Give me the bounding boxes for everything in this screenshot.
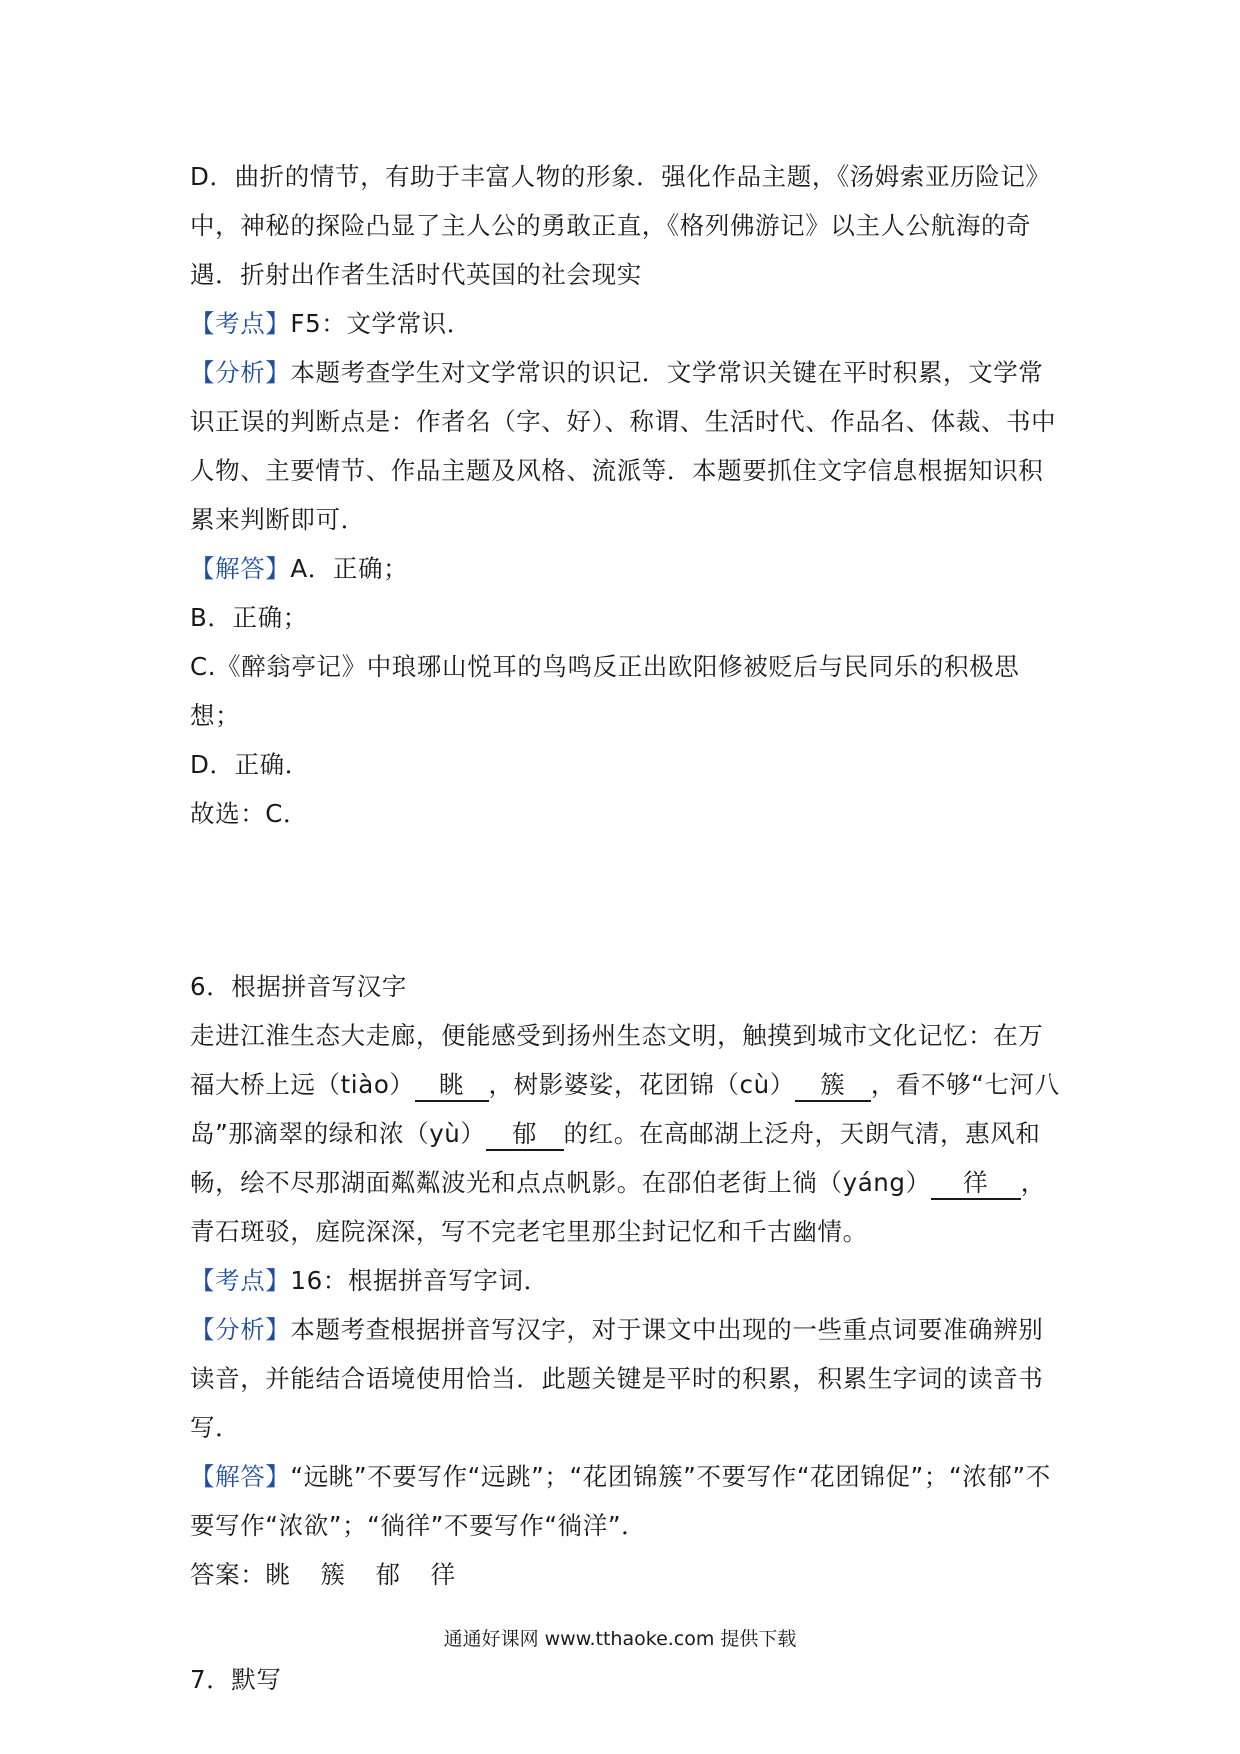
jieda-b: B．正确； (190, 603, 308, 632)
passage-segment: ，青石斑驳，庭院深深，写不完老宅里那尘封记忆和千古幽情。 (190, 1168, 1046, 1246)
fenxi-text: 本题考查学生对文学常识的识记．文学常识关键在平时积累，文学常识正误的判断点是：作者名（字、好）、称谓、生活时代、作品名、体裁、书中人物、主要情节、作品主题及风格、流派等．本题要抓住文字信息根据知识积累来判断即可． (190, 358, 1057, 534)
question-6-passage (190, 1011, 1060, 1256)
fenxi-paragraph (190, 348, 1060, 544)
jieda-paragraph (190, 544, 1060, 593)
jieda-d: D．正确． (190, 750, 310, 779)
fenxi-tag: 【分析】 (190, 1315, 291, 1344)
q6-kaodian-paragraph (190, 1256, 1060, 1305)
kaodian-tag: 【考点】 (190, 1266, 291, 1295)
document-body (190, 152, 1060, 1704)
fill-blank: 眺 (415, 1070, 489, 1102)
fill-blank: 郁 (486, 1119, 564, 1151)
option-d-text: D．曲折的情节，有助于丰富人物的形象．强化作品主题，《汤姆索亚历险记》中，神秘的探险凸显了主人公的勇敢正直，《格列佛游记》以主人公航海的奇遇．折射出作者生活时代英国的社会现实 (190, 162, 1051, 289)
fill-blank: 徉 (931, 1168, 1021, 1200)
jieda-a: A．正确； (290, 554, 409, 583)
spacer (190, 838, 1060, 962)
passage-segment: 走进江淮生态大走廊，便能感受到扬州生态文明，触摸到城市文化记忆：在万福大桥上远（tiào） (190, 1021, 1044, 1099)
q6-answer-line (190, 1550, 1060, 1599)
jieda-tag: 【解答】 (190, 554, 291, 583)
kaodian-tag: 【考点】 (190, 309, 291, 338)
jieda-tag: 【解答】 (190, 1462, 291, 1491)
fenxi-tag: 【分析】 (190, 358, 291, 387)
question-7-title: 7．默写 (190, 1665, 282, 1694)
q6-jieda-paragraph (190, 1452, 1060, 1550)
jieda-c: C.《醉翁亭记》中琅琊山悦耳的鸟鸣反正出欧阳修被贬后与民同乐的积极思想； (190, 652, 1020, 730)
passage-segment: 的红。在高邮湖上泛舟，天朗气清，惠风和畅，绘不尽那湖面粼粼波光和点点帆影。在邵伯老街上徜（yáng） (190, 1119, 1041, 1197)
answer-char: 郁 (375, 1560, 401, 1589)
kaodian-text: F5：文学常识． (290, 309, 472, 338)
question-6-title: 6．根据拼音写汉字 (190, 972, 407, 1001)
jieda-text: “远眺”不要写作“远跳”；“花团锦簇”不要写作“花团锦促”；“浓郁”不要写作“浓欲”；“徜徉”不要写作“徜洋”． (190, 1462, 1051, 1540)
answer-char: 簇 (320, 1560, 346, 1589)
answer-label: 答案： (190, 1560, 266, 1589)
fill-blank: 簇 (795, 1070, 871, 1102)
fenxi-text: 本题考查根据拼音写汉字，对于课文中出现的一些重点词要准确辨别读音，并能结合语境使用恰当．此题关键是平时的积累，积累生字词的读音书写． (190, 1315, 1044, 1442)
answer-choice: 故选：C． (190, 799, 309, 828)
passage-segment: ，树影婆娑，花团锦（cù） (488, 1070, 795, 1099)
kaodian-text: 16：根据拼音写字词． (290, 1266, 549, 1295)
answer-char: 徉 (430, 1560, 456, 1589)
answer-char: 眺 (265, 1560, 291, 1589)
page-footer: 通通好课网 www.tthaoke.com 提供下载 (443, 1628, 797, 1650)
kaodian-paragraph (190, 299, 1060, 348)
q6-fenxi-paragraph (190, 1305, 1060, 1452)
passage-segment: ，看不够“七河八岛”那滴翠的绿和浓（yù） (190, 1070, 1060, 1148)
